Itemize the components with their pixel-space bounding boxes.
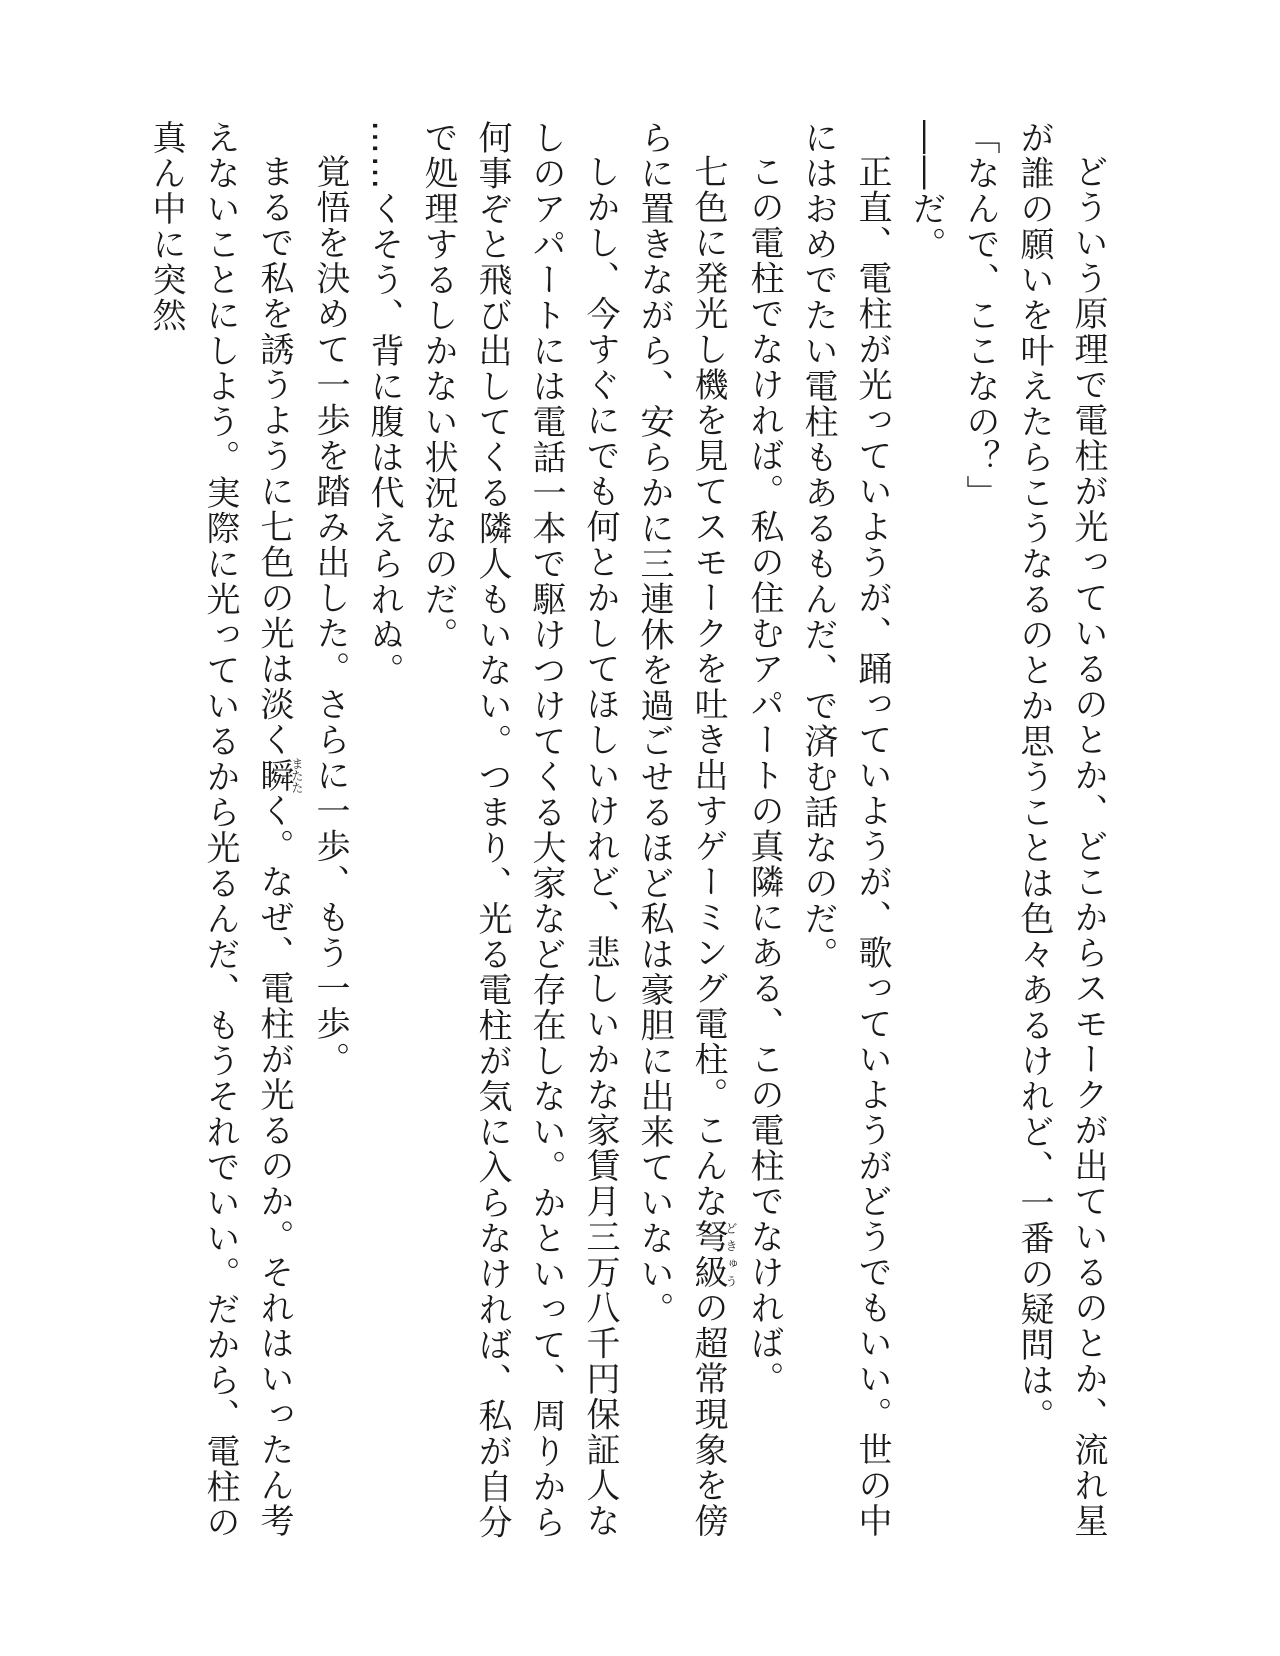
paragraph-7: しかし、今すぐにでも何とかしてほしいけれど、悲しいかな家賃月三万八千円保証人なしのアパートには電話一本で駆けつけてくる大家など存在しない。かといって、周りから何事ぞと飛び出してくる隣人もいない。つまり、光る電柱が気に入らなければ、私が自分で処理するしかない状況なのだ。 [418,120,620,1540]
ruby-matataku-base: 瞬 [254,757,294,794]
ruby-dokyuu [688,1219,738,1290]
paragraph-9: 覚悟を決めて一歩を踏み出した。さらに一歩、もう一歩。 [310,154,350,1077]
paragraph-5: この電柱でなければ。私の住むアパートの真隣にある、この電柱でなければ。 [744,154,784,1397]
paragraph-4: 正直、電柱が光っていようが、踊っていようが、歌っていようがどうでもいい。世の中にはおめでたい電柱もあるもんだ、で済む話なのだ。 [798,120,892,1539]
paragraph-10-before: まるで私を誘うように七色の光は淡く [254,154,294,758]
ruby-matataku-reading: またた [290,757,304,794]
paragraph-8: ……くそう、背に腹は代えられぬ。 [364,120,404,688]
paragraph-10 [139,120,303,1570]
paragraph-6 [627,120,737,1570]
ruby-matataku [254,757,304,794]
paragraph-3: ――だ。 [906,120,946,262]
paragraph-1: どういう原理で電柱が光っているのとか、どこからスモークが出ているのとか、流れ星が誰の願いを叶えたらこうなるのとか思うことは色々あるけれど、一番の疑問は。 [1014,120,1108,1539]
ruby-dokyuu-base: 弩級 [688,1219,728,1290]
paragraph-10-after: く。なぜ、電柱が光るのか。それはいったん考えないことにしよう。実際に光っているから光るんだ、もうそれでいい。だから、電柱の真ん中に突然 [146,120,294,1540]
paragraph-6-before: 七色に発光し機を見てスモークを吐き出すゲーミング電柱。こんな [688,154,728,1219]
paragraph-6-after: の超常現象を傍らに置きながら、安らかに三連休を過ごせるほど私は豪胆に出来ていない。 [634,120,728,1539]
vertical-text-body [146,120,1115,1570]
ruby-dokyuu-reading: どきゅう [724,1219,738,1290]
paragraph-2-dialogue: 「なんで、ここなの？」 [960,120,1000,511]
